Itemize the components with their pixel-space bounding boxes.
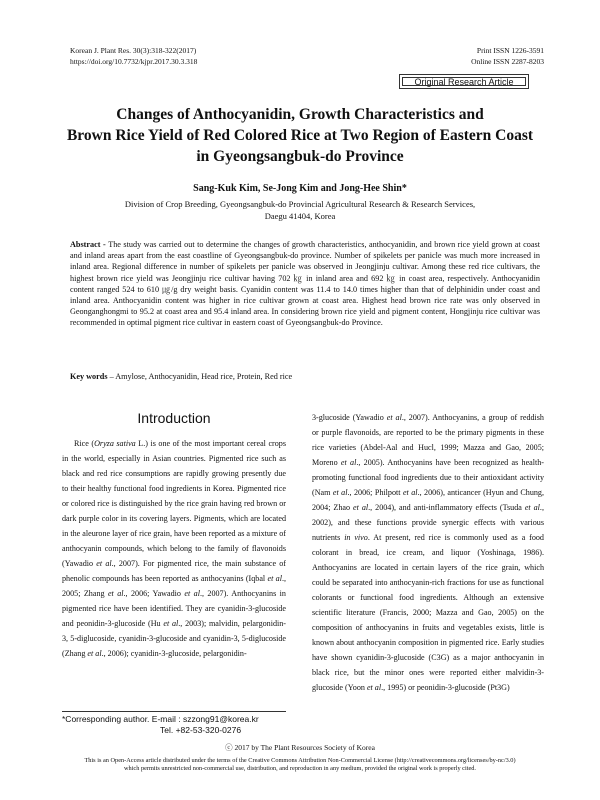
online-issn: Online ISSN 2287-8203	[471, 57, 544, 66]
section-heading-introduction: Introduction	[137, 410, 211, 426]
journal-citation: Korean J. Plant Res. 30(3):318-322(2017)	[70, 46, 197, 55]
abstract-label: Abstract -	[70, 240, 109, 249]
intro-paragraph-1-continued: 3-glucoside (Yawadio et al., 2007). Anthocyanins, a group of reddish or purple flavonoids, are reported to be the primary pigments in these rice varieties (Abdel-Aal and Hucl, 1999; Mazza and Gao, 2005; Moreno et al., 2005). Anthocyanins have been recognized as health-promoting functional food ingredients due to their antioxidant activity (Nam et al., 2006; Philpott et al., 2006), anticancer (Hyun and Chung, 2004; Zhao et al., 2004), and anti-inflammatory effects (Tsuda et al., 2002), and these functions provide synergic effects with various nutrients in vivo. At present, red rice is commonly used as a food colorant in bread, ice cream, and liquor (Yoshinaga, 1986). Anthocyanins are located in certain layers of the rice grain, which could be separated into anthocyanin-rich fractions for use as functional colorants or functional food ingredients. Although an extensive scientific literature (Francis, 2000; Mazza and Gao, 2005) on the composition of anthocyanins in fruits and vegetables exists, little is known about anthocyanin composition in pigmented rice. Early studies have shown cyanidin-3-glucoside (C3G) as a major anthocyanin in black rice, but the minor ones were reported either malvidin-3-glucoside (Yoon et al., 1995) or peonidin-3-glucoside (Pt3G)	[312, 413, 544, 692]
author-list: Sang-Kuk Kim, Se-Jong Kim and Jong-Hee Shin*	[193, 183, 407, 194]
intro-paragraph-1: Rice (Oryza sativa L.) is one of the most important cereal crops in the world, especially in Asian countries. Pigmented rice such as black and red rice consumptions are rapidly growing presently due to their healthy functional food ingredients in Korea. Pigmented rice or colored rice is distinguished by the rice grain having red brown or dark purple color in its covering layers. Pigments, which are located in the aleurone layer of rice grain, have been reported as a mixture of anthocyanin compounds, which belong to the family of flavonoids (Yawadio et al., 2007). For pigmented rice, the main substance of phenolic compounds has been reported as anthocyanins (Iqbal et al., 2005; Zhang et al., 2006; Yawadio et al., 2007). Anthocyanins in pigmented rice have been identified. They are cyanidin-3-glucoside and peonidin-3-glucoside (Hu et al., 2003); malvidin, pelargonidin-3, 5-diglucoside, cyanidin-3-glucoside and cyanidin-3, 5-diglucoside (Zhang et al., 2006); cyanidin-3-glucoside, pelargonidin-	[62, 439, 286, 658]
affiliation-line-1: Division of Crop Breeding, Gyeongsangbuk-do Provincial Agricultural Research & Research Services,	[124, 199, 476, 209]
abstract	[70, 239, 540, 329]
doi-link[interactable]: https://doi.org/10.7732/kjpr.2017.30.3.318	[70, 57, 198, 66]
copyright-notice: ⓒ 2017 by The Plant Resources Society of Korea	[225, 743, 375, 752]
journal-header	[70, 45, 197, 67]
title-line-1: Changes of Anthocyanidin, Growth Characteristics and	[116, 106, 484, 123]
issn-block	[471, 45, 544, 67]
title-line-3: in Gyeongsangbuk-do Province	[196, 148, 404, 165]
keywords-text: – Amylose, Anthocyanidin, Head rice, Protein, Red rice	[107, 372, 293, 381]
article-type-label: Original Research Article	[402, 77, 526, 86]
title-line-2: Brown Rice Yield of Red Colored Rice at Two Region of Eastern Coast	[66, 127, 534, 144]
affiliation-line-2: Daegu 41404, Korea	[264, 211, 336, 221]
license-notice	[30, 757, 570, 773]
article-type-badge	[399, 74, 529, 89]
intro-column-right	[312, 410, 544, 695]
affiliation	[70, 198, 530, 222]
license-line-1: This is an Open-Access article distributed under the terms of the Creative Commons Attribution Non-Commercial License (http://creativecommons.org/licenses/by-nc/3.0)	[84, 757, 516, 764]
corresponding-email: *Corresponding author. E-mail : szzong91@korea.kr	[62, 714, 259, 724]
keywords	[70, 372, 540, 381]
footnote-divider	[62, 711, 286, 712]
license-line-2: which permits unrestricted non-commercial use, distribution, and reproduction in any medium, provided the original work is properly cited.	[123, 765, 476, 772]
corresponding-author	[62, 714, 259, 736]
abstract-text: The study was carried out to determine the changes of growth characteristics, anthocyanidin, and brown rice yield grown at coast and inland areas apart from the east coastline of Gyeongsangbuk-do province. Number of spikelets per panicle was much more increased in inland area. Regional difference in number of spikelets per panicle was observed in Jeongjinju cultivar. Among these red rice cultivars, the highest brown rice yield was Jeongjinju rice cultivar having 702 ㎏ in inland area and 692 ㎏ in coast area, respectively. Anthocyanidin content ranged 524 to 610 ㎍/g dry weight basis. Cyanidin content was 11.4 to 14.0 times higher than that of delphinidin under coast and inland area. Anthocyanidin content was higher in rice cultivar grown at coast area. Highest head brown rice rate was only observed in Geonganghongmi to 95.2 at coast area and 95.4 inland area. In considering brown rice yield and pigment content, Hongjinju rice cultivar was recommended in optimal pigment rice cultivar in eastern coast of Gyeongsangbuk-do Province.	[70, 240, 540, 328]
paper-title	[50, 104, 550, 167]
intro-column-left	[62, 436, 286, 661]
print-issn: Print ISSN 1226-3591	[476, 46, 544, 55]
keywords-label: Key words	[70, 372, 108, 381]
corresponding-phone: Tel. +82-53-320-0276	[160, 725, 242, 735]
